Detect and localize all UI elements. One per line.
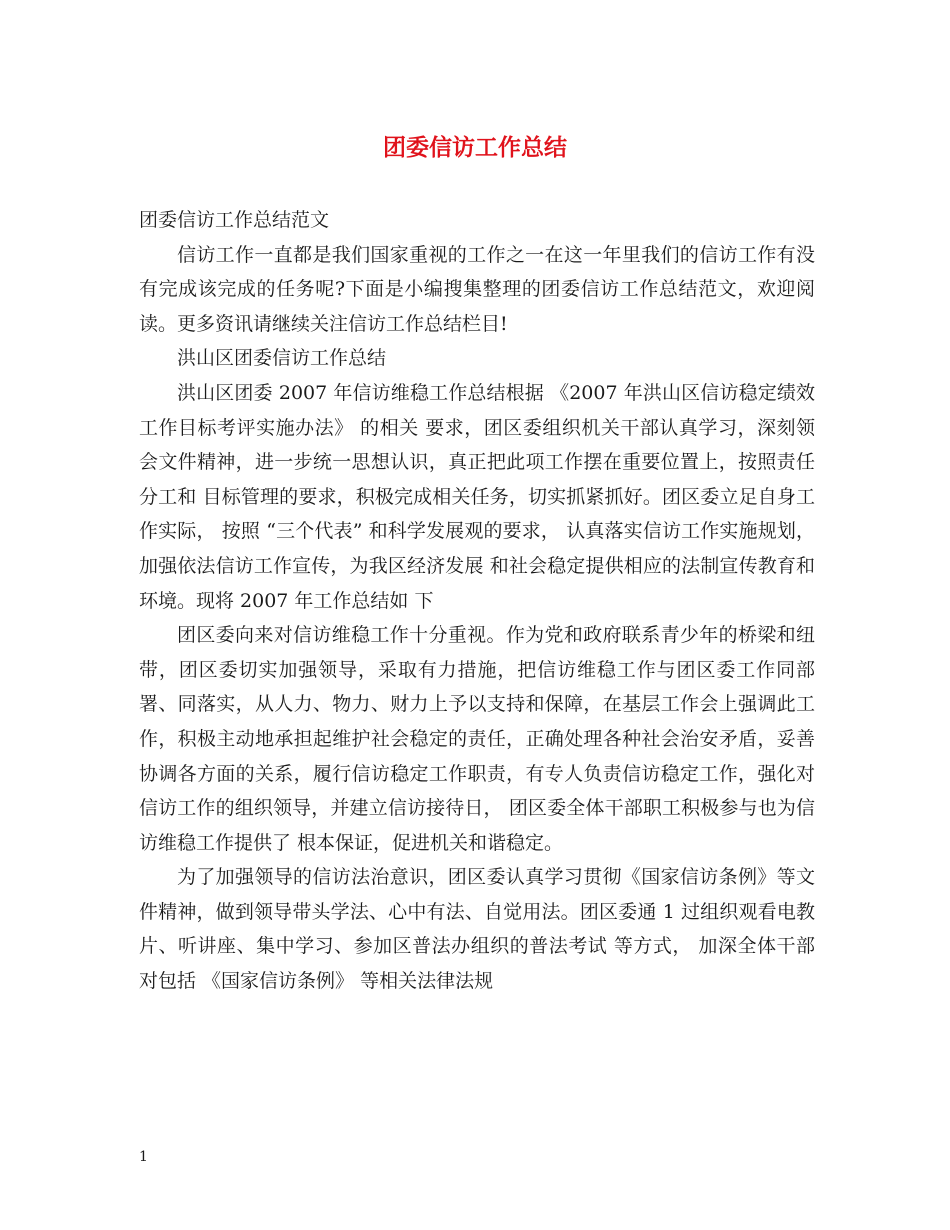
paragraph-legal-awareness: 为了加强领导的信访法治意识，团区委认真学习贯彻《国家信访条例》等文件精神，做到领导带头学法、心中有法、自觉用法。团区委通 1 过组织观看电教片、听讲座、集中学习、参加区普法办组织的普法考试 等方式， 加深全体干部对包括 《国家信访条例》 等相关法律法规 [139, 866, 815, 993]
paragraph-summary: 洪山区团委 2007 年信访维稳工作总结根据 《2007 年洪山区信访稳定绩效工作目标考评实施办法》 的相关 要求，团区委组织机关干部认真学习，深刻领会文件精神，进一步统一思想认识，真正把此项工作摆在重要位置上，按照责任分工和 目标管理的要求，积极完成相关任务，切实抓紧抓好。团区委立足自身工作实际， 按照 “三个代表” 和科学发展观的要求， 认真落实信访工作实施规划，加强依法信访工作宣传，为我区经济发展 和社会稳定提供相应的法制宣传教育和环境。现将 2007 年工作总结如 下 [139, 381, 815, 612]
section-heading: 洪山区团委信访工作总结 [177, 347, 387, 370]
page-number: 1 [139, 1149, 148, 1165]
document-body [139, 203, 815, 999]
document-subtitle: 团委信访工作总结范文 [139, 209, 330, 231]
document-title: 团委信访工作总结 [383, 135, 567, 161]
paragraph-intro: 信访工作一直都是我们国家重视的工作之一在这一年里我们的信访工作有没有完成该完成的任务呢?下面是小编搜集整理的团委信访工作总结范文，欢迎阅读。更多资讯请继续关注信访工作总结栏目! [139, 243, 815, 335]
paragraph-leadership: 团区委向来对信访维稳工作十分重视。作为党和政府联系青少年的桥梁和纽带，团区委切实加强领导，采取有力措施，把信访维稳工作与团区委工作同部署、同落实，从人力、物力、财力上予以支持和保障，在基层工作会上强调此工作，积极主动地承担起维护社会稳定的责任，正确处理各种社会治安矛盾，妥善协调各方面的关系，履行信访稳定工作职责，有专人负责信访稳定工作，强化对信访工作的组织领导，并建立信访接待日， 团区委全体干部职工积极参与也为信访维稳工作提供了 根本保证，促进机关和谐稳定。 [139, 624, 815, 854]
